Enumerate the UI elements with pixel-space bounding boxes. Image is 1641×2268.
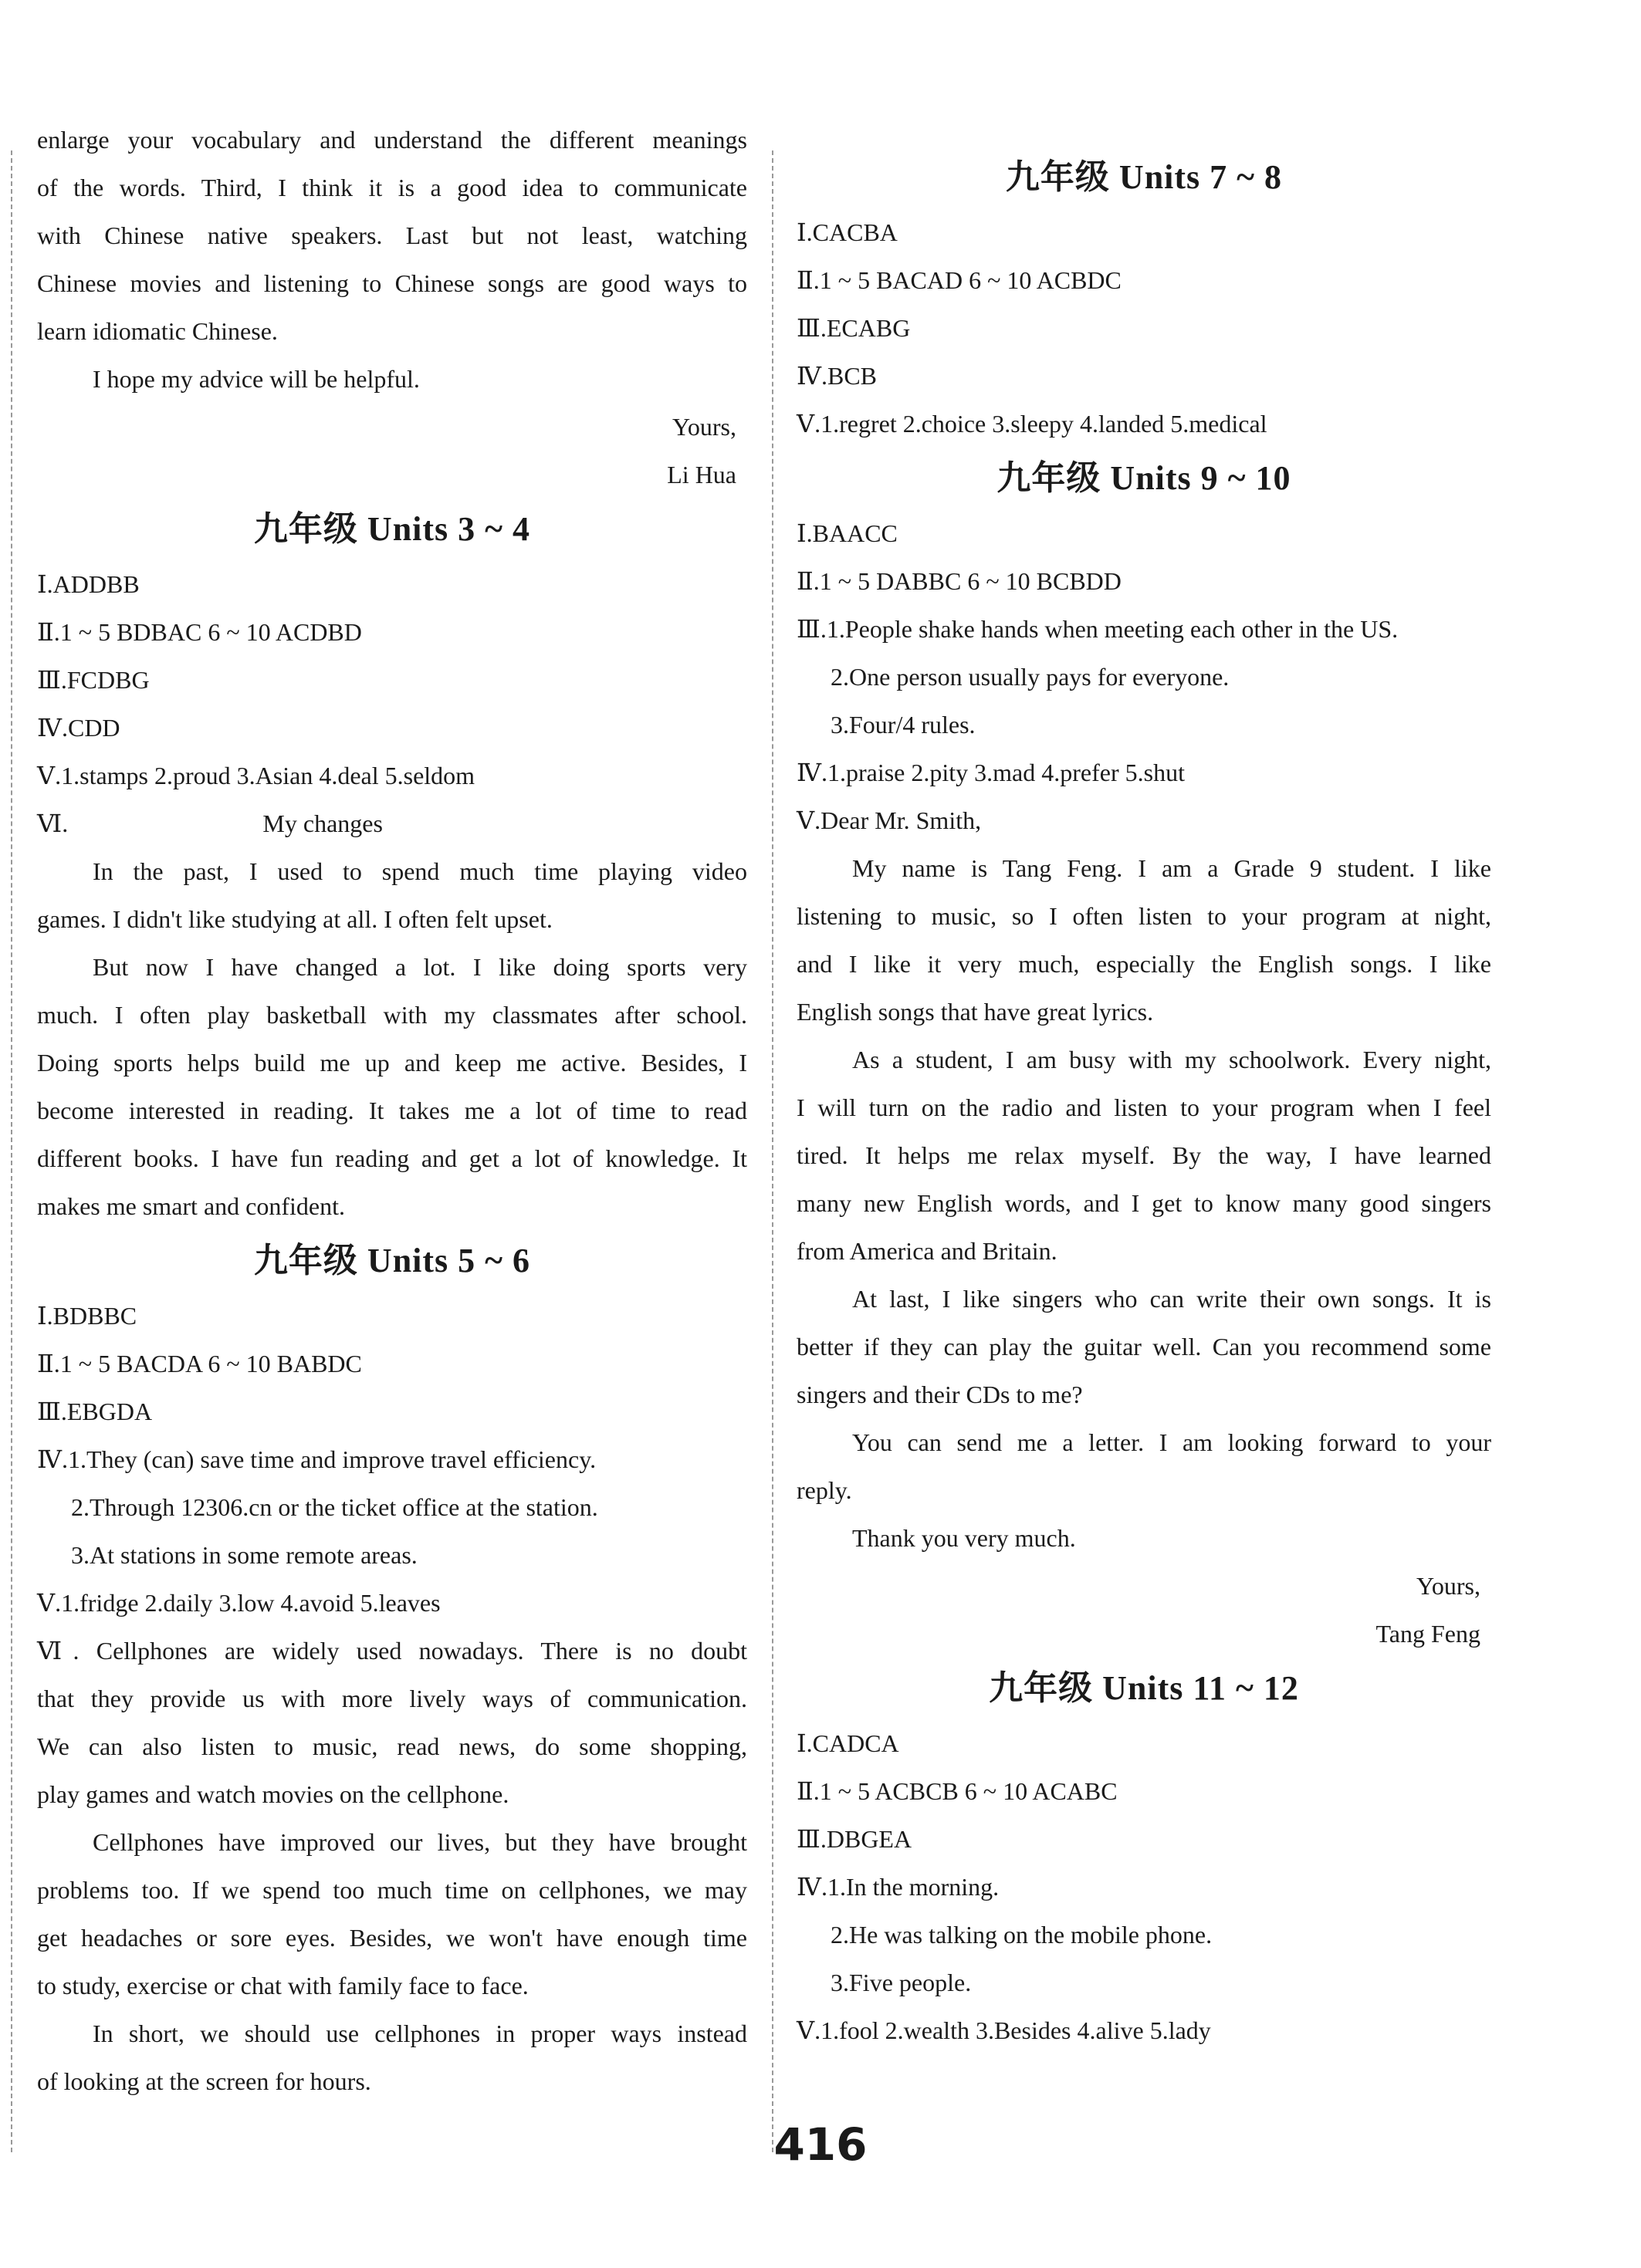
answer-line: Ⅴ.1.fool 2.wealth 3.Besides 4.alive 5.lady	[797, 2016, 1211, 2044]
essay-line: get headaches or sore eyes. Besides, we won't have enough time	[37, 1924, 747, 1952]
column-divider	[772, 150, 773, 2152]
answer-line: Ⅰ.ADDBB	[37, 570, 140, 598]
answer-line: Ⅲ.FCDBG	[37, 666, 150, 694]
answer-line: Ⅰ.BAACC	[797, 519, 898, 547]
answer-line: 2.One person usually pays for everyone.	[831, 663, 1230, 691]
answer-line: Ⅱ.1 ~ 5 BACAD 6 ~ 10 ACBDC	[797, 266, 1122, 294]
answer-line: Ⅱ.1 ~ 5 BDBAC 6 ~ 10 ACDBD	[37, 618, 362, 646]
answer-line: Ⅲ.1.People shake hands when meeting each other in the US.	[797, 615, 1399, 643]
answer-line: Ⅳ.1.They (can) save time and improve travel efficiency.	[37, 1445, 597, 1473]
essay-line: In short, we should use cellphones in proper ways instead	[93, 2020, 747, 2047]
answer-line: Ⅴ.Dear Mr. Smith,	[797, 806, 982, 834]
answer-line: Ⅲ.ECABG	[797, 314, 911, 342]
text-line: learn idiomatic Chinese.	[37, 317, 278, 345]
closing-line: I hope my advice will be helpful.	[93, 365, 420, 393]
left-column	[37, 116, 747, 2105]
essay-line: to study, exercise or chat with family face to face.	[37, 1972, 529, 1999]
letter-line: You can send me a letter. I am looking forward to your	[852, 1428, 1491, 1456]
essay-line: of looking at the screen for hours.	[37, 2067, 371, 2095]
essay-line: Cellphones have improved our lives, but they have brought	[93, 1828, 747, 1856]
essay-title: My changes	[262, 810, 383, 837]
essay-line: different books. I have fun reading and get a lot of knowledge. It	[37, 1144, 747, 1172]
letter-line: I will turn on the radio and listen to your program when I feel	[797, 1093, 1491, 1121]
essay-line: become interested in reading. It takes me a lot of time to read	[37, 1097, 747, 1124]
section-title-units-9-10: 九年级 Units 9 ~ 10	[996, 459, 1291, 497]
letter-line: tired. It helps me relax myself. By the way, I have learned	[797, 1141, 1491, 1169]
essay-line: problems too. If we spend too much time on cellphones, we may	[37, 1876, 747, 1904]
answer-line: Ⅲ.DBGEA	[797, 1825, 912, 1853]
sign-off: Yours,	[672, 413, 736, 441]
essay-line: We can also listen to music, read news, do some shopping,	[37, 1732, 747, 1760]
essay-line: Doing sports helps build me up and keep me active. Besides, I	[37, 1049, 747, 1077]
essay-line: Ⅵ. Cellphones are widely used nowadays. There is no doubt	[37, 1637, 747, 1665]
signature: Li Hua	[667, 461, 736, 488]
text-line: of the words. Third, I think it is a good idea to communicate	[37, 174, 747, 201]
answer-line: 3.At stations in some remote areas.	[71, 1541, 418, 1569]
letter-line: English songs that have great lyrics.	[797, 998, 1154, 1026]
essay-line: that they provide us with more lively ways of communication.	[37, 1685, 747, 1712]
answer-line: 2.Through 12306.cn or the ticket office at the station.	[71, 1493, 598, 1521]
essay-heading-line	[37, 799, 747, 847]
letter-line: reply.	[797, 1476, 852, 1504]
right-column	[797, 147, 1491, 2054]
answer-line: Ⅱ.1 ~ 5 ACBCB 6 ~ 10 ACABC	[797, 1777, 1118, 1805]
answer-line: Ⅴ.1.regret 2.choice 3.sleepy 4.landed 5.medical	[797, 410, 1267, 438]
section-title-units-5-6: 九年级 Units 5 ~ 6	[253, 1242, 531, 1279]
answer-line: Ⅳ.BCB	[797, 362, 877, 390]
letter-line: listening to music, so I often listen to your program at night,	[797, 902, 1491, 930]
answer-line: Ⅴ.1.fridge 2.daily 3.low 4.avoid 5.leaves	[37, 1589, 441, 1617]
text-line: Chinese movies and listening to Chinese songs are good ways to	[37, 269, 747, 297]
page-number: 416	[773, 2118, 868, 2171]
answer-line: Ⅱ.1 ~ 5 DABBC 6 ~ 10 BCBDD	[797, 567, 1122, 595]
essay-label: Ⅵ.	[37, 810, 69, 837]
sign-off: Yours,	[1416, 1572, 1480, 1600]
answer-line: Ⅱ.1 ~ 5 BACDA 6 ~ 10 BABDC	[37, 1350, 362, 1377]
answer-line: Ⅳ.1.praise 2.pity 3.mad 4.prefer 5.shut	[797, 759, 1185, 786]
answer-line: Ⅳ.1.In the morning.	[797, 1873, 1000, 1901]
letter-line: and I like it very much, especially the English songs. I like	[797, 950, 1491, 978]
letter-line: My name is Tang Feng. I am a Grade 9 student. I like	[852, 854, 1491, 882]
letter-line: At last, I like singers who can write their own songs. It is	[852, 1285, 1491, 1313]
letter-line: better if they can play the guitar well. Can you recommend some	[797, 1333, 1491, 1360]
letter-line: many new English words, and I get to know many good singers	[797, 1189, 1491, 1217]
section-title-units-11-12: 九年级 Units 11 ~ 12	[989, 1669, 1299, 1707]
answer-line: 3.Four/4 rules.	[831, 711, 976, 739]
letter-line: As a student, I am busy with my schoolwork. Every night,	[852, 1046, 1491, 1073]
essay-line: much. I often play basketball with my classmates after school.	[37, 1001, 747, 1029]
signature: Tang Feng	[1375, 1620, 1480, 1648]
answer-line: Ⅳ.CDD	[37, 714, 120, 742]
answer-line: Ⅲ.EBGDA	[37, 1398, 153, 1425]
essay-line: In the past, I used to spend much time playing video	[93, 857, 747, 885]
letter-line: from America and Britain.	[797, 1237, 1057, 1265]
section-title-units-3-4: 九年级 Units 3 ~ 4	[253, 510, 531, 548]
letter-line: singers and their CDs to me?	[797, 1381, 1083, 1408]
answer-line: 3.Five people.	[831, 1969, 972, 1996]
letter-line: Thank you very much.	[852, 1524, 1076, 1552]
answer-line: Ⅰ.BDBBC	[37, 1302, 137, 1330]
essay-line: makes me smart and confident.	[37, 1192, 345, 1220]
answer-line: Ⅰ.CADCA	[797, 1729, 899, 1757]
section-title-units-7-8: 九年级 Units 7 ~ 8	[1005, 158, 1283, 196]
essay-line: But now I have changed a lot. I like doing sports very	[93, 953, 747, 981]
answer-line: Ⅴ.1.stamps 2.proud 3.Asian 4.deal 5.seldom	[37, 762, 475, 789]
text-line: with Chinese native speakers. Last but not least, watching	[37, 221, 747, 249]
essay-line: play games and watch movies on the cellphone.	[37, 1780, 509, 1808]
essay-line: games. I didn't like studying at all. I often felt upset.	[37, 905, 553, 933]
text-line: enlarge your vocabulary and understand the different meanings	[37, 126, 747, 154]
answer-line: Ⅰ.CACBA	[797, 218, 898, 246]
answer-line: 2.He was talking on the mobile phone.	[831, 1921, 1213, 1949]
left-margin-divider	[11, 150, 12, 2152]
